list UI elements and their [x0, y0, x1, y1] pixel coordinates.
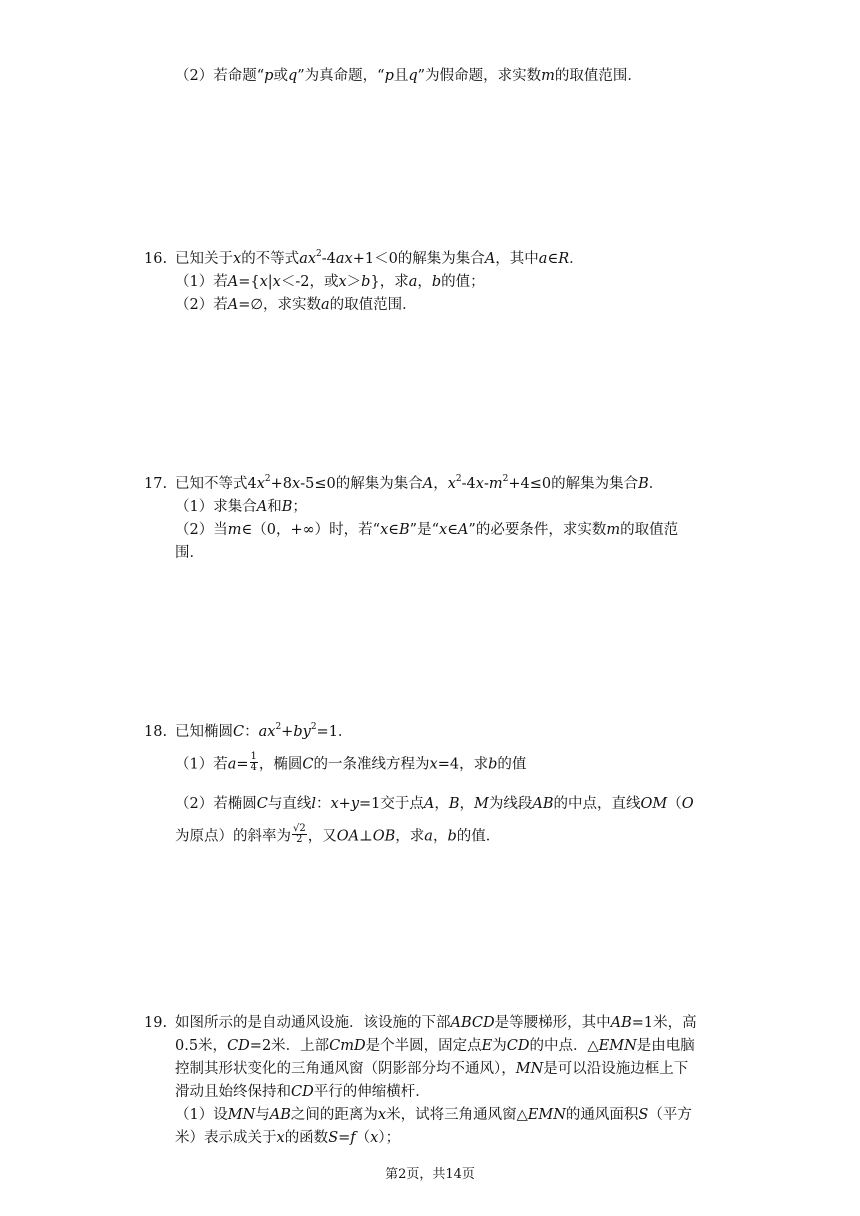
- fraction-one-quarter: $\frac{1}{4}$: [250, 751, 257, 773]
- q17-part2-line1: （2）当m∈（0，+∞）时，若“x∈B”是“x∈A”的必要条件，求实数m的取值范: [175, 522, 679, 538]
- q18-stem: 已知椭圆C：$ax^2+by^2=1$．: [175, 722, 353, 740]
- q19-number: 19.: [144, 1015, 168, 1031]
- q17-number: 17.: [144, 476, 168, 492]
- q16-number: 16.: [144, 251, 168, 267]
- q17-part1: （1）求集合A和B；: [175, 499, 307, 515]
- q19-line3: 控制其形状变化的三角通风窗（阴影部分均不通风），MN是可以沿设施边框上下: [175, 1061, 689, 1077]
- q19-line1: 如图所示的是自动通风设施．该设施的下部ABCD是等腰梯形，其中AB=1米，高: [175, 1015, 697, 1031]
- q19-line4: 滑动且始终保持和CD平行的伸缩横杆．: [175, 1084, 430, 1100]
- q19-line2: 0.5米，CD=2米．上部CmD是个半圆，固定点E为CD的中点．△EMN是由电脑: [175, 1038, 695, 1054]
- q16-part1: （1）若A={x|x＜-2，或x＞b}，求a，b的值；: [175, 274, 485, 290]
- q16-stem: 已知关于x的不等式$ax^2-4ax+1<0$的解集为集合A，其中a∈R．: [175, 249, 584, 267]
- q15-part2: （2）若命题“p或q”为真命题，“p且q”为假命题，求实数m的取值范围．: [175, 68, 642, 84]
- q18-part1: （1）若a= $\frac{1}{4}$ ，椭圆C的一条准线方程为x=4，求b的值: [175, 751, 527, 773]
- q18-number: 18.: [144, 724, 168, 740]
- q19-part1-line1: （1）设MN与AB之间的距离为x米，试将三角通风窗△EMN的通风面积S（平方: [175, 1107, 692, 1123]
- q19-part1-line2: 米）表示成关于x的函数S=f（x）；: [175, 1130, 401, 1146]
- q16-part2: （2）若A=∅，求实数a的取值范围．: [175, 297, 417, 313]
- fraction-sqrt2-over-2: $\frac{√2}{2}$: [293, 823, 306, 845]
- q17-stem: 已知不等式$4x^2+8x-5\le 0$的解集为集合A，$x^2-4x-m^2+4\le 0$的解集为集合B．: [175, 474, 664, 492]
- q18-part2-line2: 为原点）的斜率为 $\frac{√2}{2}$ ，又OA⊥OB，求a，b的值．: [175, 823, 501, 845]
- q17-part2-line2: 围．: [175, 545, 204, 561]
- q18-part2-line1: （2）若椭圆C与直线l：x+y=1交于点A，B，M为线段AB的中点，直线OM（O: [175, 796, 694, 812]
- page-footer: 第2页，共14页: [385, 1167, 475, 1182]
